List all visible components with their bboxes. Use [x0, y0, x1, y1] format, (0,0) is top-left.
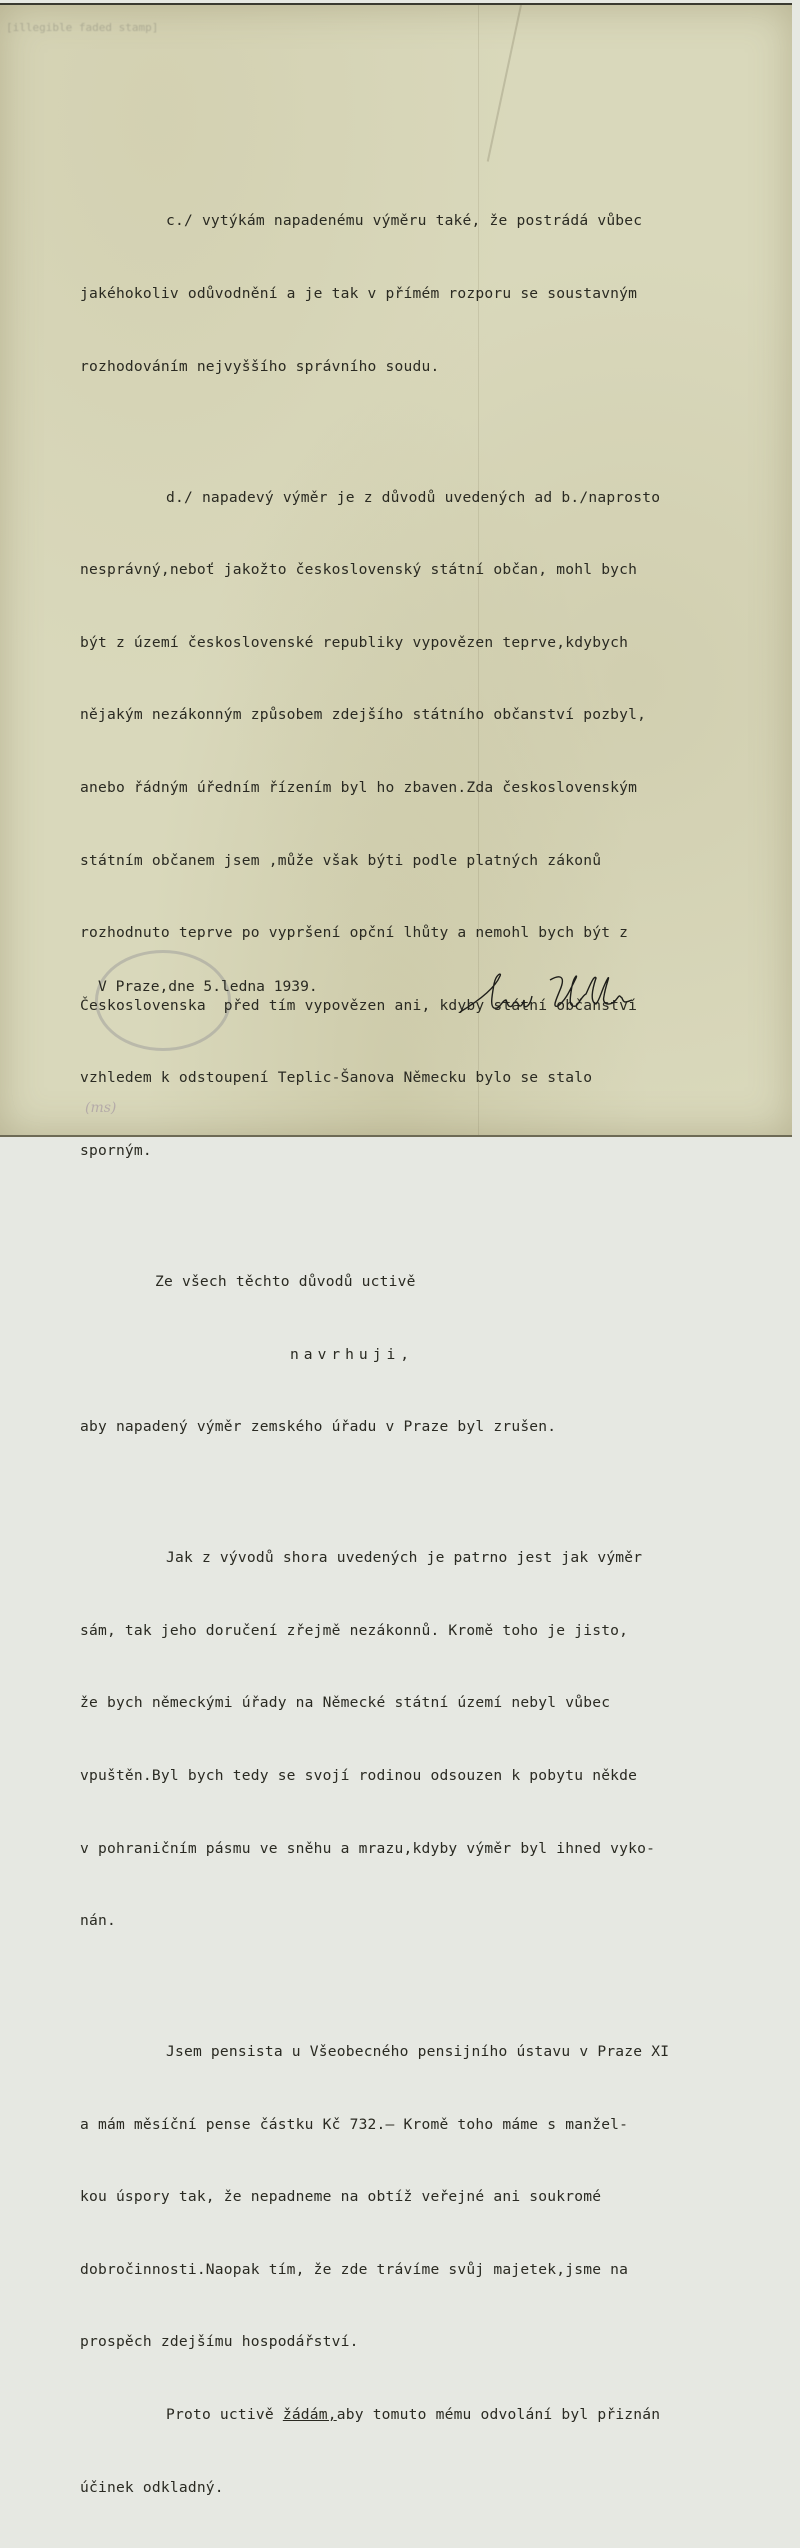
text-line: vzhledem k odstoupení Teplic-Šanova Německu bylo se stalo	[80, 1069, 593, 1087]
text-line: nesprávný,neboť jakožto československý státní občan, mohl bych	[80, 561, 638, 579]
text-line: anebo řádným úředním řízením byl ho zbaven.Zda československým	[80, 778, 638, 796]
text-line: d./ napadevý výměr je z důvodů uvedených ad b./naprosto	[166, 488, 661, 506]
text-line: kou úspory tak, že nepadneme na obtíž veřejné ani soukromé	[80, 2188, 602, 2206]
text-line: c./ vytýkám napadenému výměru také, že postrádá vůbec	[166, 212, 643, 230]
margin-mark: (ms)	[85, 1100, 117, 1116]
text-line: sám, tak jeho doručení zřejmě nezákonnů. Kromě toho je jisto,	[80, 1621, 629, 1639]
heading-navrhuji: navrhuji,	[290, 1345, 415, 1363]
document-body	[80, 161, 780, 2548]
text-line: v pohraničním pásmu ve sněhu a mrazu,kdyby výměr byl ihned vyko-	[80, 1839, 656, 1857]
text-line: že bych německými úřady na Německé státní území nebyl vůbec	[80, 1694, 611, 1712]
text-line: sporným.	[80, 1141, 152, 1159]
text-line: nějakým nezákonným způsobem zdejšího státního občanství pozbyl,	[80, 706, 647, 724]
text-line: státním občanem jsem ,může však býti podle platných zákonů	[80, 851, 602, 869]
text-line: prospěch zdejšímu hospodářství.	[80, 2333, 359, 2351]
text-line: Ze všech těchto důvodů uctivě	[155, 1272, 416, 1290]
text-line: rozhodnuto teprve po vypršení opční lhůty a nemohl bych být z	[80, 924, 629, 942]
text-fragment: Proto uctivě	[166, 2406, 283, 2424]
text-line: a mám měsíční pense částku Kč 732.— Kromě toho máme s manžel-	[80, 2115, 629, 2133]
text-line: vpuštěn.Byl bych tedy se svojí rodinou odsouzen k pobytu někde	[80, 1766, 638, 1784]
text-line: být z území československé republiky vypovězen teprve,kdybych	[80, 633, 629, 651]
text-line: nán.	[80, 1912, 116, 1930]
text-line: Československa před tím vypovězen ani, kdyby státní občanství	[80, 996, 638, 1014]
text-line: Jak z vývodů shora uvedených je patrno jest jak výměr	[166, 1549, 643, 1567]
underlined-word: žádám,	[282, 2406, 337, 2424]
signature	[450, 970, 650, 1020]
text-line: rozhodováním nejvyššího správního soudu.	[80, 357, 440, 375]
date-line: V Praze,dne 5.ledna 1939.	[98, 978, 318, 995]
text-line: dobročinnosti.Naopak tím, že zde trávíme svůj majetek,jsme na	[80, 2260, 629, 2278]
text-line	[80, 2403, 780, 2427]
text-line: aby napadený výměr zemského úřadu v Praze byl zrušen.	[80, 1418, 557, 1436]
text-line: účinek odkladný.	[80, 2478, 224, 2496]
text-line: jakéhokoliv odůvodnění a je tak v přímém rozporu se soustavným	[80, 285, 638, 302]
text-fragment: aby tomuto mému odvolání byl přiznán	[336, 2406, 661, 2424]
document-page	[0, 3, 792, 2496]
paper-crease	[487, 5, 522, 162]
faded-stamp: [illegible faded stamp]	[6, 21, 159, 34]
text-line: Jsem pensista u Všeobecného pensijního ústavu v Praze XI	[166, 2043, 670, 2061]
